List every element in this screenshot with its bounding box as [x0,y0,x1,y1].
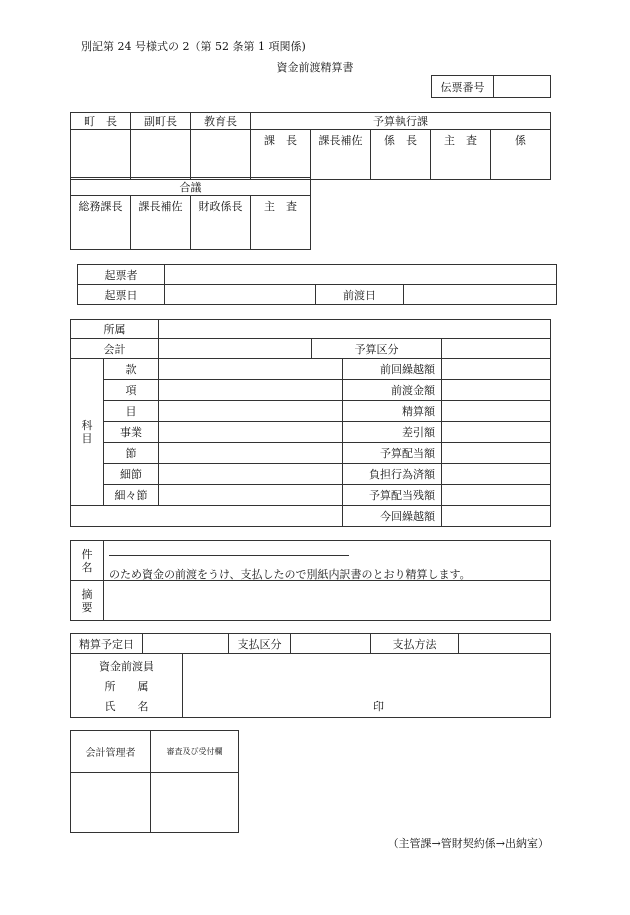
consult-assistant-label: 課長補佐 [138,200,183,213]
row-right-label: 前渡金額 [343,380,442,401]
row-left-label: 節 [104,443,159,464]
dept-field[interactable] [159,320,551,339]
deputy-mayor-label: 副町長 [131,113,191,130]
row-left-field[interactable] [159,485,343,506]
budget-dept-label: 予算執行課 [251,113,551,130]
town-mayor-stamp[interactable] [71,130,131,180]
row-left-field[interactable] [159,422,343,443]
general-chief-label: 総務課長 [78,200,123,213]
general-chief-cell[interactable] [71,196,131,250]
section-chief-label: 係 長 [384,134,417,147]
draft-date-label: 起票日 [78,285,165,305]
routing-note: （主管課→管財契約係→出納室） [387,837,549,850]
row-right-label: 予算配当残額 [343,485,442,506]
row-right-field[interactable] [442,401,551,422]
matter-field[interactable] [104,541,551,581]
officer-label: 資金前渡員 [99,660,154,673]
subject-label: 科 目 [71,359,104,506]
payment-class-field[interactable] [291,634,371,654]
officer-field[interactable] [183,654,551,718]
carry-next-field[interactable] [442,506,551,527]
summary-label: 摘 要 [71,581,104,621]
row-left-field[interactable] [159,401,343,422]
planned-date-label: 精算予定日 [71,634,143,654]
payment-class-label: 支払区分 [229,634,291,654]
drafter-label: 起票者 [78,265,165,285]
carry-next-label: 今回繰越額 [343,506,442,527]
finance-chief-cell[interactable] [191,196,251,250]
review-receipt-stamp[interactable] [151,773,239,833]
account-table [70,319,551,527]
row-right-field[interactable] [442,464,551,485]
row-right-label: 差引額 [343,422,442,443]
dept-chief-cell[interactable] [251,130,311,180]
carry-next-blank [71,506,343,527]
accounting-label: 会計 [71,339,159,359]
manager-table [70,730,239,833]
budget-class-field[interactable] [442,339,551,359]
row-left-field[interactable] [159,464,343,485]
accounting-field[interactable] [159,339,312,359]
drafter-table [77,264,557,305]
inspector-cell[interactable] [431,130,491,180]
matter-label: 件 名 [71,541,104,581]
matter-text: のため資金の前渡をうけ、支払したので別紙内訳書のとおり精算します。 [109,568,471,581]
summary-field[interactable] [104,581,551,621]
form-reference: 別記第 24 号様式の 2（第 52 条第 1 項関係) [81,40,306,53]
voucher-number-field[interactable] [494,76,551,98]
voucher-number-label: 伝票番号 [432,76,494,98]
matter-underline [109,555,349,556]
consult-inspector-label: 主 査 [264,200,297,213]
row-left-label: 款 [104,359,159,380]
row-left-label: 事業 [104,422,159,443]
payment-method-label: 支払方法 [371,634,459,654]
row-left-field[interactable] [159,359,343,380]
drafter-field[interactable] [165,265,557,285]
accounting-manager-label: 会計管理者 [71,731,151,773]
matter-table [70,540,551,621]
affiliation-label: 所 属 [104,680,149,693]
staff-cell[interactable] [491,130,551,180]
settlement-table [70,633,551,718]
consult-inspector-cell[interactable] [251,196,311,250]
advance-date-field[interactable] [404,285,557,305]
name-label: 氏 名 [104,700,149,713]
row-left-label: 細節 [104,464,159,485]
planned-date-field[interactable] [143,634,229,654]
accounting-manager-stamp[interactable] [71,773,151,833]
seal-label: 印 [373,700,384,713]
deputy-mayor-stamp[interactable] [131,130,191,180]
superintendent-stamp[interactable] [191,130,251,180]
dept-chief-label: 課 長 [264,134,297,147]
dept-assistant-label: 課長補佐 [318,134,363,147]
row-right-field[interactable] [442,422,551,443]
row-left-label: 項 [104,380,159,401]
consult-label: 合議 [71,178,311,196]
page-title: 資金前渡精算書 [276,61,354,74]
row-left-label: 目 [104,401,159,422]
town-mayor-label: 町 長 [71,113,131,130]
review-receipt-label: 審査及び受付欄 [151,731,239,773]
row-right-label: 予算配当額 [343,443,442,464]
row-right-field[interactable] [442,380,551,401]
officer-label-cell [71,654,183,718]
row-left-field[interactable] [159,443,343,464]
row-right-field[interactable] [442,359,551,380]
payment-method-field[interactable] [459,634,551,654]
dept-label: 所属 [71,320,159,339]
row-left-field[interactable] [159,380,343,401]
row-right-field[interactable] [442,485,551,506]
advance-date-label: 前渡日 [316,285,404,305]
row-right-label: 前回繰越額 [343,359,442,380]
superintendent-label: 教育長 [191,113,251,130]
finance-chief-label: 財政係長 [198,200,243,213]
approval-table [70,112,551,180]
section-chief-cell[interactable] [371,130,431,180]
voucher-number-table [431,75,551,98]
row-right-label: 精算額 [343,401,442,422]
row-right-field[interactable] [442,443,551,464]
row-left-label: 細々節 [104,485,159,506]
staff-label: 係 [515,134,527,147]
consult-assistant-cell[interactable] [131,196,191,250]
dept-assistant-cell[interactable] [311,130,371,180]
row-right-label: 負担行為済額 [343,464,442,485]
draft-date-field[interactable] [165,285,316,305]
consult-table [70,177,311,250]
inspector-label: 主 査 [444,134,477,147]
budget-class-label: 予算区分 [312,339,442,359]
